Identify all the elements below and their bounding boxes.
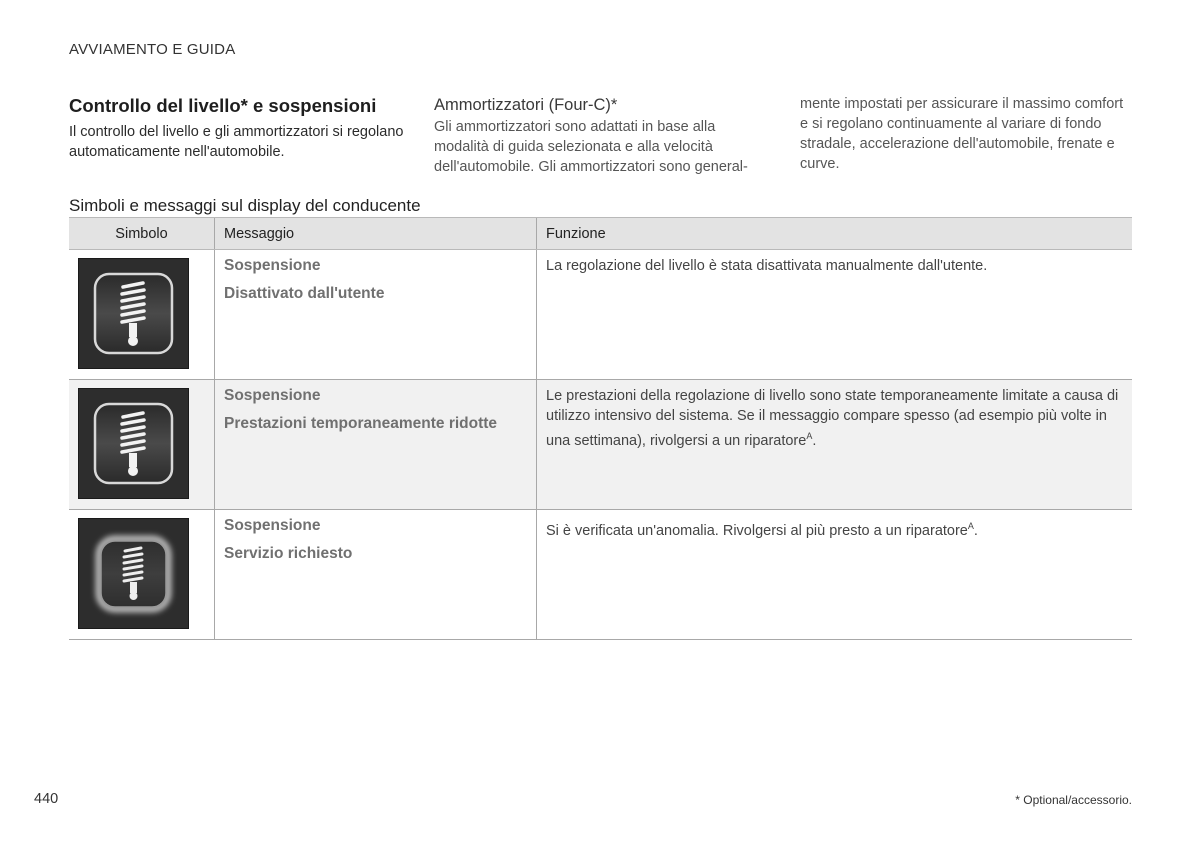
footnote-marker: A [806,431,813,441]
symbol-cell [69,380,215,510]
symbol-cell [69,250,215,380]
table-row [69,250,1132,380]
shock-absorbers-paragraph-part1: Gli ammortizzatori sono adattati in base alla modalità di guida selezionata e alla velocità dell'automobile. Gli ammortizzatori sono general- [434,119,748,175]
table-title: Simboli e messaggi sul display del conducente [69,196,421,215]
message-cell [215,510,537,640]
suspension-icon [78,258,189,369]
message-title: Sospensione [224,387,321,404]
shock-absorbers-paragraph-part2: mente impostati per assicurare il massimo comfort e si regolano continuamente al variare di fondo stradale, accelerazione dell'automobile, frenate e curve. [800,96,1124,172]
header-message: Messaggio [215,218,537,250]
table-header-row [69,218,1132,250]
function-cell [537,380,1133,510]
table-row [69,380,1132,510]
section-title: Controllo del livello* e sospensioni [69,95,377,116]
running-header: AVVIAMENTO E GUIDA [69,41,236,58]
function-text: Si è verificata un'anomalia. Rivolgersi al più presto a un riparatore$^A$. [546,521,978,539]
shock-absorbers-title: Ammortizzatori (Four-C)* [434,96,618,114]
header-symbol: Simbolo [69,218,215,250]
message-subtitle: Servizio richiesto [224,545,353,562]
function-cell [537,250,1133,380]
intro-section [69,95,409,162]
suspension-warning-icon [78,518,189,629]
message-subtitle: Prestazioni temporaneamente ridotte [224,415,498,432]
shock-absorbers-section [434,96,764,177]
function-cell [537,510,1133,640]
function-description: La regolazione del livello è stata disattivata manualmente dall'utente. [546,258,988,274]
symbol-cell [69,510,215,640]
message-cell [215,250,537,380]
page-number: 440 [34,791,59,807]
intro-paragraph: Il controllo del livello e gli ammortizzatori si regolano automaticamente nell'automobile. [69,124,404,160]
message-subtitle: Disattivato dall'utente [224,285,385,302]
footnote: * Optional/accessorio. [1015,793,1132,807]
table-row [69,510,1132,640]
footnote-marker: A [967,521,974,531]
function-description: Le prestazioni della regolazione di livello sono state temporaneamente limitate a causa di utilizzo intensivo del sistema. Se il messaggio compare spesso (ad esempio più volte in una settimana), rivolgersi a un riparatore [546,388,1119,449]
header-function: Funzione [537,218,1133,250]
shock-absorbers-continuation [800,94,1135,174]
symbols-messages-table [69,217,1132,640]
function-text: Le prestazioni della regolazione di livello sono state temporaneamente limitate a causa di utilizzo intensivo del sistema. Se il messaggio compare spesso (ad esempio più volte in una settimana), rivolgersi a un riparatore$^A$. [546,388,1119,449]
suspension-icon [78,388,189,499]
function-description: Si è verificata un'anomalia. Rivolgersi al più presto a un riparatore [546,522,968,539]
message-title: Sospensione [224,257,321,274]
function-text [546,256,1120,276]
message-title: Sospensione [224,517,321,534]
message-cell [215,380,537,510]
